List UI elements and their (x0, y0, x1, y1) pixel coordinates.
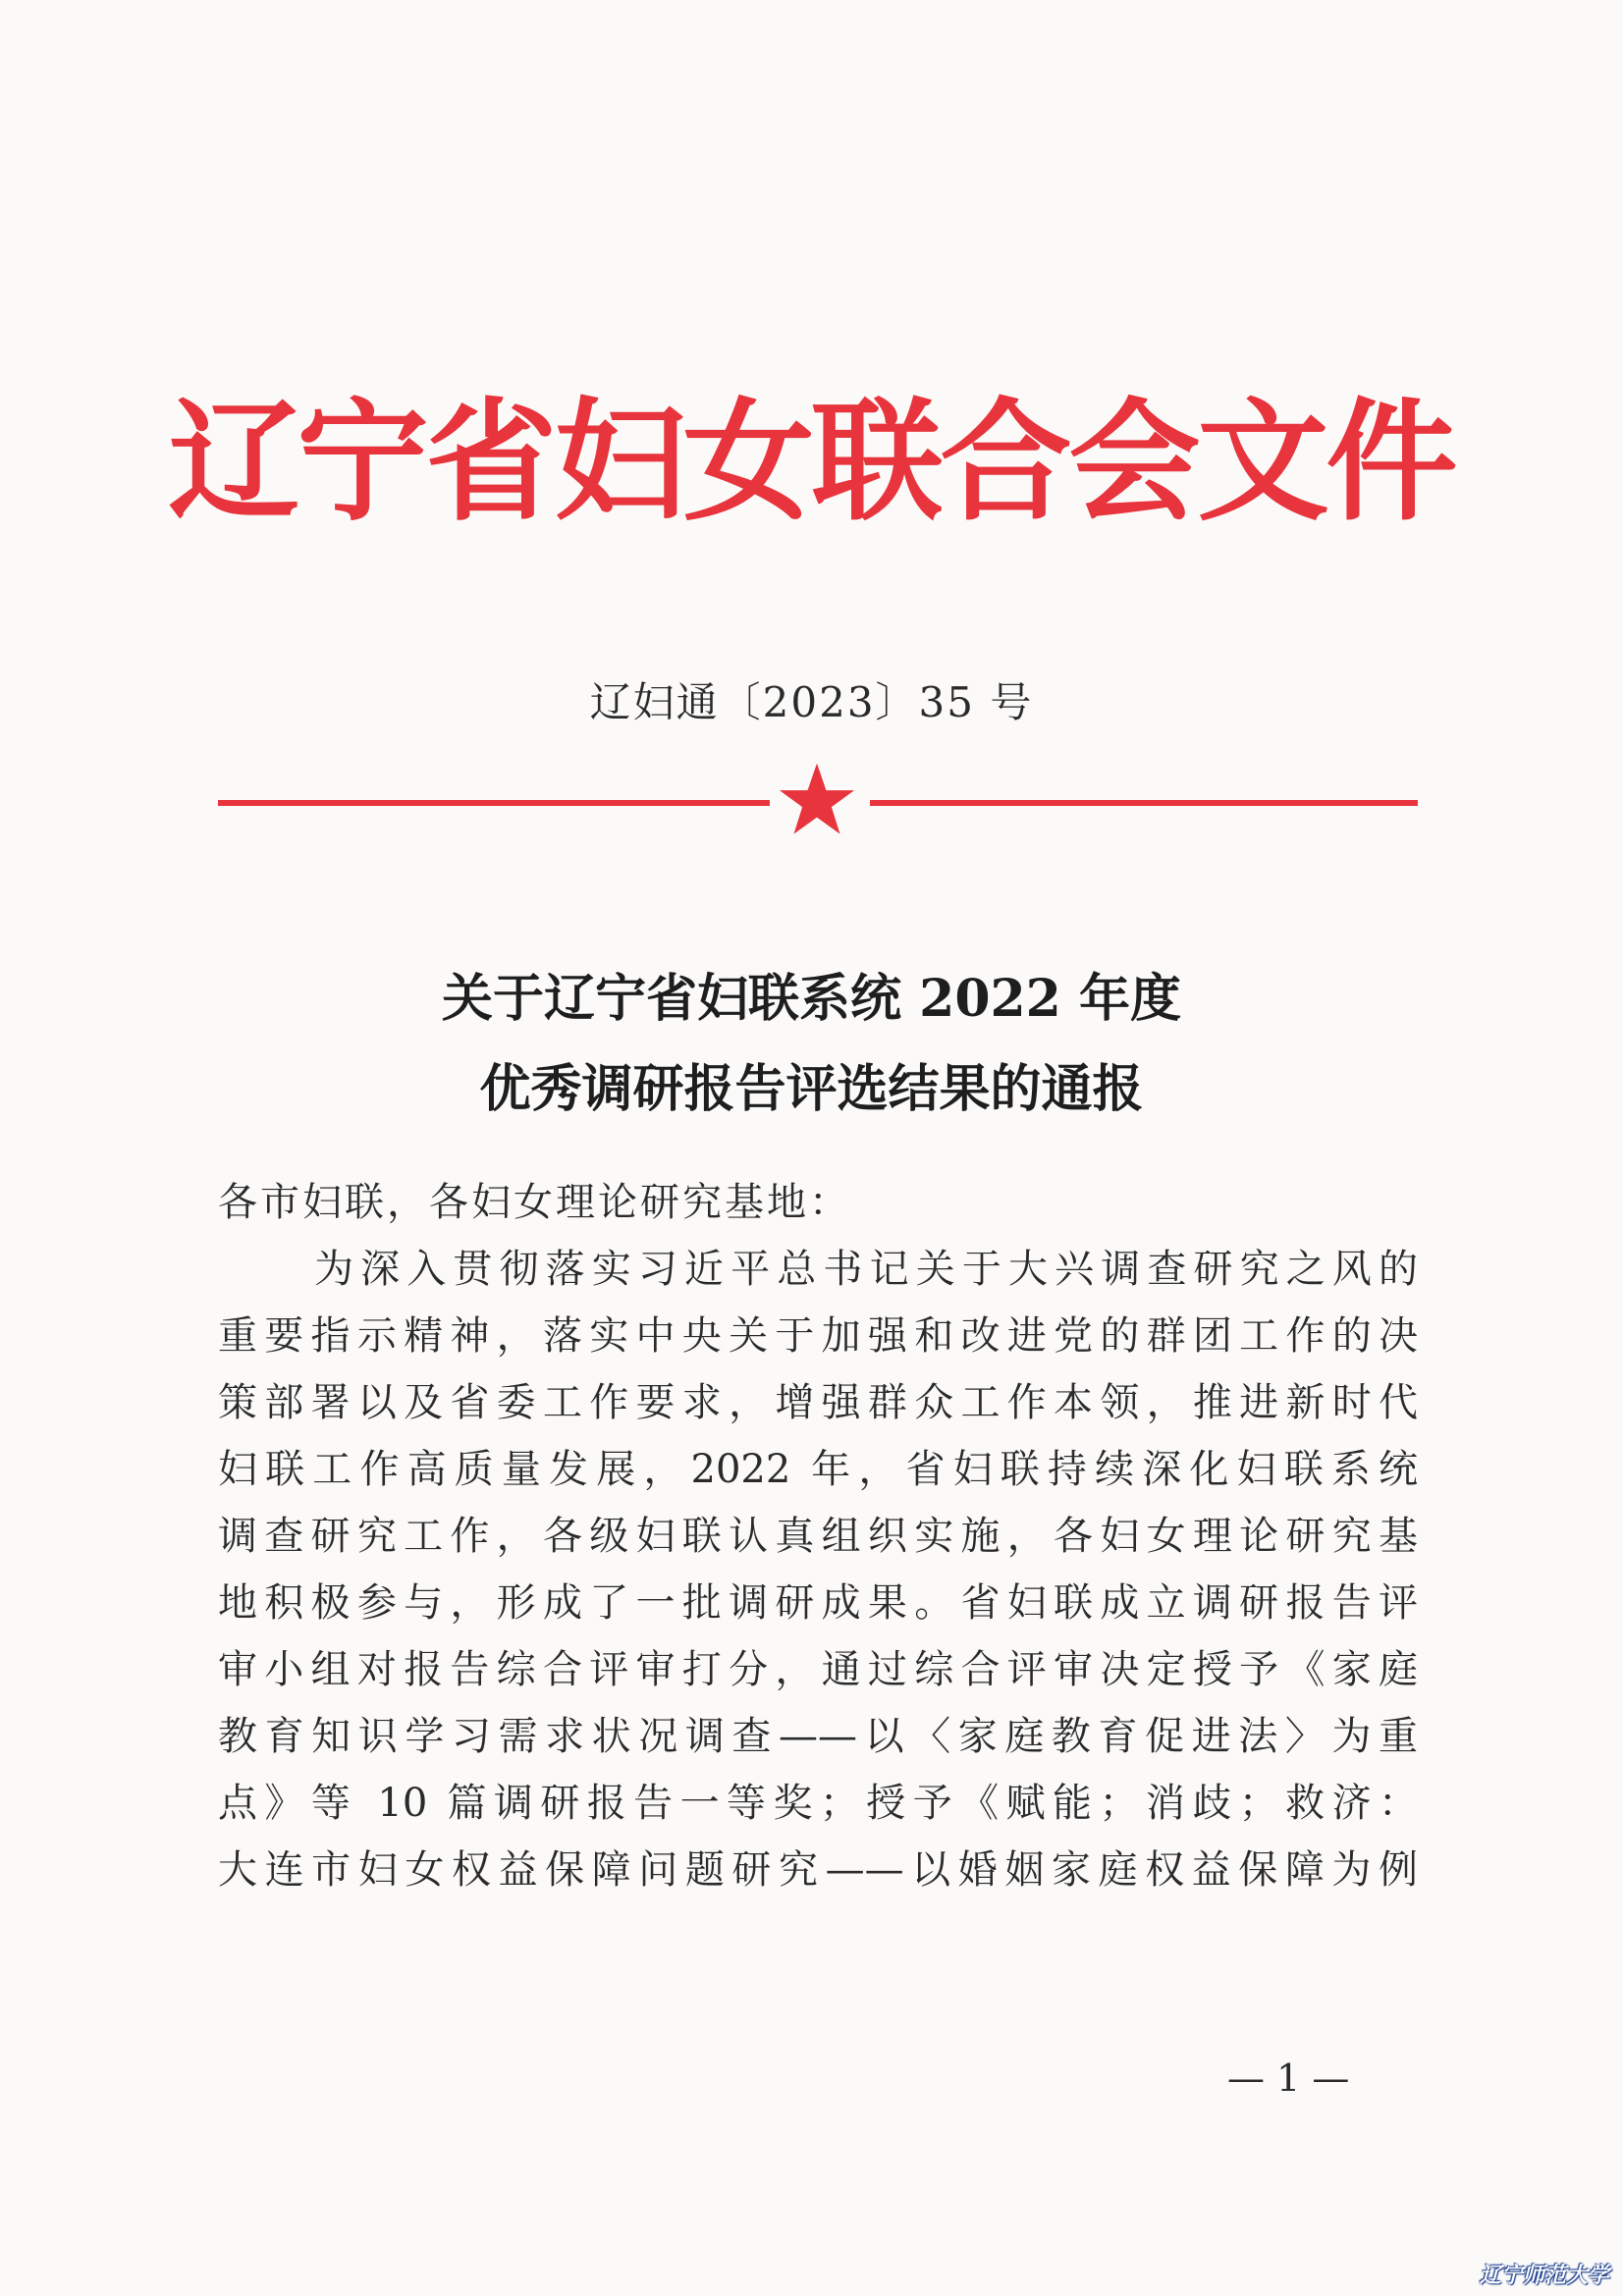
notice-title-line-2: 优秀调研报告评选结果的通报 (479, 1059, 1144, 1119)
watermark-logo: 辽宁师范大学 (1479, 2264, 1609, 2288)
document-number: 辽妇通〔2023〕35 号 (589, 678, 1034, 726)
body-line: 策部署以及省委工作要求，增强群众工作本领，推进新时代 (218, 1380, 1418, 1425)
red-divider-left (218, 800, 770, 806)
body-line: 点》等 10 篇调研报告一等奖；授予《赋能；消歧；救济： (218, 1781, 1418, 1826)
body-line: 大连市妇女权益保障问题研究——以婚姻家庭权益保障为例 (218, 1847, 1418, 1893)
body-line: 重要指示精神，落实中央关于加强和改进党的群团工作的决 (218, 1313, 1418, 1359)
body-line: 教育知识学习需求状况调查——以〈家庭教育促进法〉为重 (218, 1714, 1418, 1759)
red-divider-right (870, 800, 1418, 806)
body-line: 为深入贯彻落实习近平总书记关于大兴调查研究之风的 (314, 1247, 1418, 1292)
star-icon (778, 762, 856, 840)
salutation: 各市妇联，各妇女理论研究基地： (218, 1180, 851, 1225)
page-number: — 1 — (1227, 2056, 1350, 2100)
body-line: 地积极参与，形成了一批调研成果。省妇联成立调研报告评 (218, 1580, 1418, 1626)
body-line: 审小组对报告综合评审打分，通过综合评审决定授予《家庭 (218, 1647, 1418, 1692)
body-line: 调查研究工作，各级妇联认真组织实施，各妇女理论研究基 (218, 1514, 1418, 1559)
body-line: 妇联工作高质量发展，2022 年，省妇联持续深化妇联系统 (218, 1447, 1418, 1492)
notice-title-line-1: 关于辽宁省妇联系统 2022 年度 (442, 969, 1181, 1029)
org-document-header: 辽宁省妇女联合会文件 (168, 384, 1455, 539)
